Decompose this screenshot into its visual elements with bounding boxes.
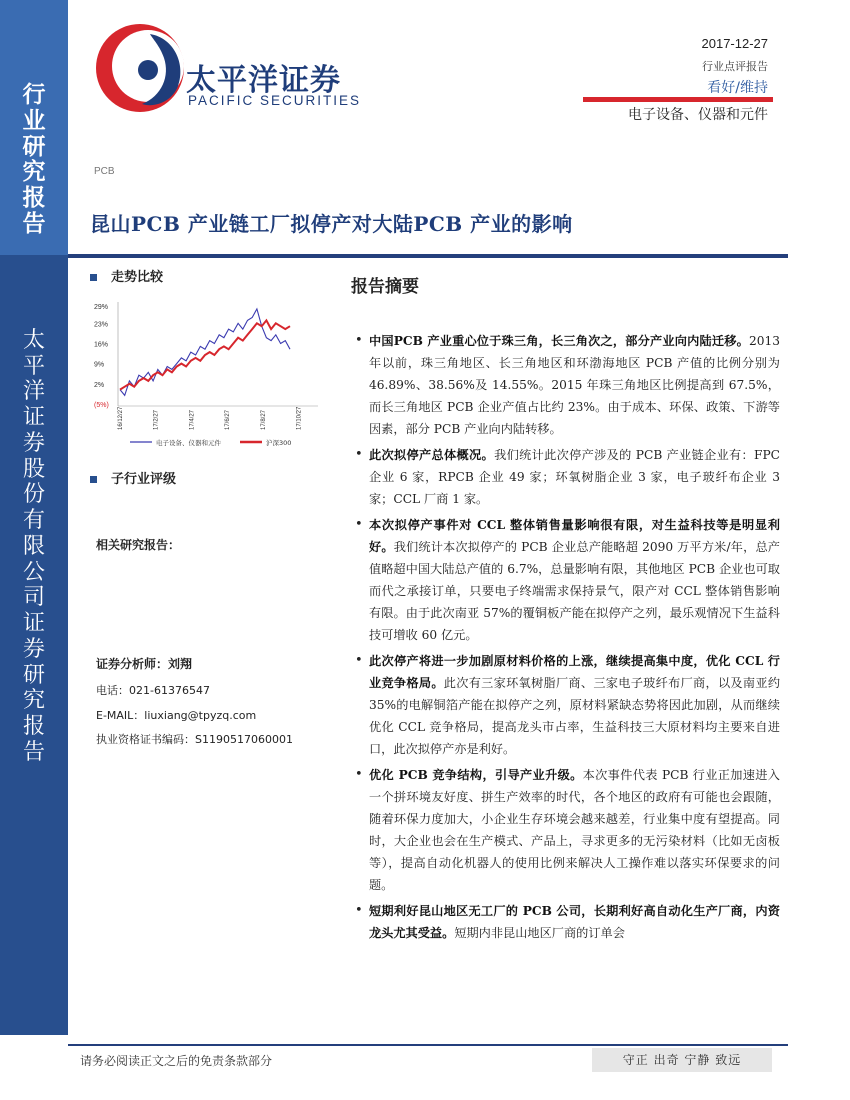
- bullet-lead: 中国PCB 产业重心位于珠三角，长三角次之，部分产业向内陆迁移。: [369, 334, 749, 348]
- sidebar-char: 证: [22, 405, 45, 431]
- trend-comparison-chart: [90, 296, 330, 456]
- y-tick-label: 2%: [94, 381, 105, 389]
- y-tick-label: (5%): [94, 402, 109, 409]
- title-divider: [68, 254, 788, 258]
- y-tick-label: 9%: [94, 361, 105, 369]
- bullet-text: 我们统计本次拟停产的 PCB 企业总产能略超 2090 万平方米/年，总产值略超中国大陆总产值的 6.7%，总量影响有限，其他地区 PCB 企业也可取而代之承接订单，只要电子终端需求保持景气，限产对 CCL 整体销售影响有限。由于此次南亚 57%的覆铜板产能在拟停产之列，最乐观情况下生益科技可增收 60 亿元。: [369, 540, 780, 642]
- abstract-bullet: [355, 650, 780, 760]
- sidebar-char: 告: [22, 209, 46, 237]
- logo-chinese-name: 太平洋证券: [186, 63, 341, 98]
- sidebar-char: 股: [22, 456, 45, 482]
- sub-industry-heading-label: 子行业评级: [111, 472, 177, 487]
- bullet-lead: 短期利好昆山地区无工厂的 PCB 公司，长期利好高自动化生产厂商，内资龙头尤其受益。: [369, 904, 780, 940]
- sidebar-char: 券: [22, 430, 45, 456]
- abstract-heading: 报告摘要: [351, 277, 419, 297]
- analyst-license: 执业资格证书编码：S1190517060001: [96, 733, 293, 746]
- sidebar-char: 研: [22, 662, 45, 688]
- analyst-name: 证券分析师：刘翔: [96, 657, 193, 671]
- x-tick-label: 17/8/27: [260, 409, 267, 430]
- company-motto: 守正 出奇 宁静 致远: [592, 1048, 772, 1072]
- x-tick-label: 16/12/27: [118, 406, 124, 430]
- sub-industry-heading: [90, 468, 176, 487]
- sidebar-char: 究: [22, 158, 46, 186]
- y-tick-label: 16%: [94, 341, 109, 349]
- bullet-lead: 此次停产将进一步加剧原材料价格的上涨，继续提高集中度，优化 CCL 行业竞争格局。: [369, 654, 780, 690]
- y-tick-label: 23%: [94, 321, 109, 329]
- sidebar-char: 业: [22, 106, 46, 134]
- sidebar-char: 证: [22, 611, 45, 637]
- x-tick-label: 17/4/27: [189, 409, 196, 430]
- bullet-text: 我们统计此次停产涉及的 PCB 产业链企业有：FPC 企业 6 家，RPCB 企业 49 家；环氧树脂企业 3 家，电子玻纤布企业 3 家；CCL 厂商 1 家。: [369, 448, 781, 506]
- analyst-phone: 电话：021-61376547: [96, 684, 210, 697]
- x-tick-label: 17/10/27: [296, 406, 303, 430]
- sidebar-char: 研: [22, 132, 46, 160]
- report-date: 2017-12-27: [701, 36, 768, 51]
- abstract-bullets: [355, 330, 780, 944]
- report-type: 行业点评报告: [702, 60, 768, 73]
- abstract-bullet: [355, 330, 780, 440]
- legend-label: 电子设备、仪器和元件: [156, 439, 221, 447]
- sidebar-char: 报: [22, 184, 46, 211]
- square-bullet-icon: [90, 476, 97, 483]
- bullet-text: 短期内非昆山地区厂商的订单会: [454, 926, 625, 940]
- sidebar-company-name: [0, 328, 68, 765]
- footer-divider: [68, 1044, 788, 1046]
- sidebar-char: 洋: [22, 379, 45, 405]
- report-title: 昆山PCB 产业链工厂拟停产对大陆PCB 产业的影响: [90, 212, 573, 236]
- y-tick-label: 29%: [94, 304, 109, 311]
- bullet-text: 本次事件代表 PCB 行业正加速进入一个拼环境友好度、拼生产效率的时代，各个地区的政府有可能也会跟随，随着环保力度加大，小企业生存环境会越来越差，行业集中度有望提高。同时，大企业也会在生产模式、产品上，寻求更多的无污染材料（比如无卤板等），提高自动化机器人的使用比例来解决人工操作难以落实环保要求的问题。: [369, 768, 780, 892]
- logo-english-name: PACIFIC SECURITIES: [188, 93, 362, 108]
- industry-rating: 看好/维持: [707, 80, 768, 96]
- bullet-lead: 优化 PCB 竞争结构，引导产业升级。: [369, 768, 583, 782]
- sidebar-char: 公: [22, 559, 45, 585]
- analyst-email: E-MAIL：liuxiang@tpyzq.com: [96, 709, 257, 722]
- bullet-lead: 本次拟停产事件对 CCL 整体销售量影响很有限，对生益科技等是明显利好。: [369, 518, 780, 554]
- header-accent-line: [583, 97, 773, 102]
- abstract-bullet: [355, 900, 780, 944]
- sidebar-char: 限: [22, 533, 45, 559]
- industry-name: 电子设备、仪器和元件: [628, 107, 768, 123]
- bullet-lead: 此次拟停产总体概况。: [369, 448, 495, 462]
- sidebar-report-category: [0, 82, 68, 237]
- bullet-text: 此次有三家环氧树脂厂商、三家电子玻纤布厂商，以及南亚约 35%的电解铜箔产能在拟停产之列，原材料紧缺态势将因此加剧，从而继续优化 CCL 竞争格局，提高龙头市占率，生益科技三大原材料均主要来自进口，此次拟停产亦是利好。: [369, 676, 781, 756]
- abstract-bullet: [355, 514, 780, 646]
- sidebar-char: 行: [22, 81, 46, 108]
- sidebar-char: 太: [22, 328, 45, 353]
- legend-label: 沪深300: [266, 439, 292, 447]
- square-bullet-icon: [90, 274, 97, 281]
- sidebar-char: 份: [22, 482, 45, 508]
- sidebar-char: 平: [22, 353, 45, 379]
- sidebar-char: 有: [22, 508, 45, 534]
- trend-heading: [90, 266, 163, 285]
- sidebar-char: 司: [22, 585, 45, 611]
- disclaimer-notice: 请务必阅读正文之后的免责条款部分: [80, 1054, 273, 1068]
- sidebar-char: 究: [22, 688, 45, 714]
- sidebar-char: 券: [22, 636, 45, 662]
- sidebar-char: 报: [22, 714, 45, 740]
- abstract-bullet: [355, 764, 780, 896]
- x-tick-label: 17/2/27: [153, 409, 160, 430]
- bullet-text: 2013 年以前，珠三角地区、长三角地区和环渤海地区 PCB 产值的比例分别为 46.89%、38.56%及 14.55%。2015 年珠三角地区比例提高到 67.5%，而长三角地区 PCB 企业产值占比约 23%。由于成本、环保、政策、下游等因素，部分 PCB 产业向内陆转移。: [369, 334, 780, 436]
- trend-heading-label: 走势比较: [111, 270, 164, 285]
- topic-tag: PCB: [94, 166, 115, 177]
- sidebar-char: 告: [22, 739, 45, 765]
- x-tick-label: 17/6/27: [225, 409, 232, 430]
- series-line-csi300: [120, 320, 290, 389]
- related-reports-heading: 相关研究报告：: [96, 538, 181, 552]
- abstract-bullet: [355, 444, 780, 510]
